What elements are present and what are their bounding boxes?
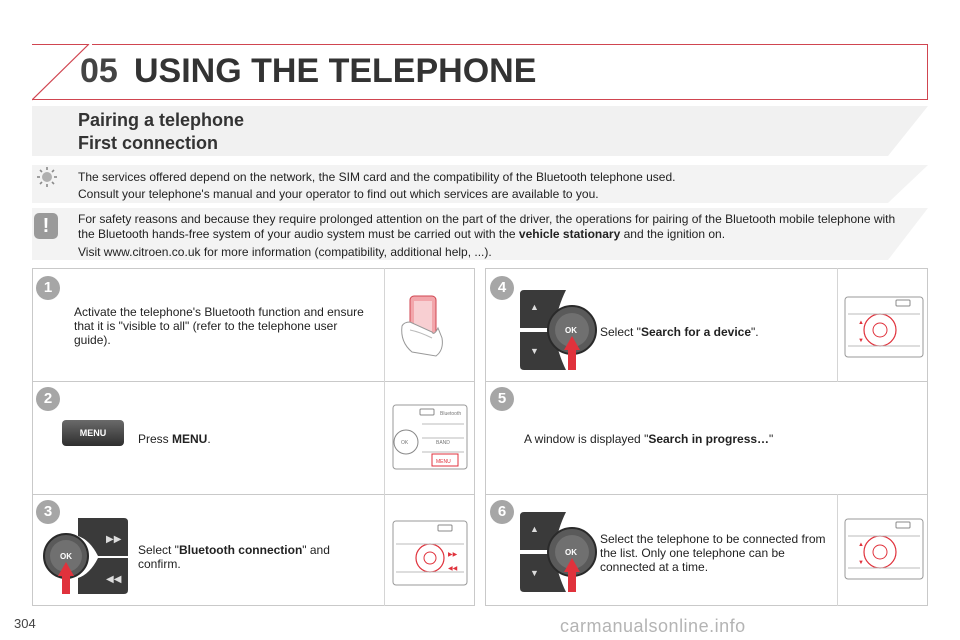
svg-text:▲: ▲ (530, 524, 539, 534)
control-panel-ok-icon (392, 520, 468, 586)
info-line-2: Consult your telephone's manual and your operator to find out which services are available to you. (78, 187, 599, 201)
step-4-badge: 4 (490, 276, 514, 300)
warning-text-bold: vehicle stationary (518, 227, 621, 241)
warning-paragraph-2: Visit www.citroen.co.uk for more information (compatibility, additional help, ...). (78, 245, 492, 259)
exclamation-icon: ! (34, 213, 58, 239)
step-3-text-start: Select " (138, 543, 179, 557)
section-subtitle: First connection (78, 133, 219, 153)
step-4-text-start: Select " (600, 325, 641, 339)
step-3-badge: 3 (36, 500, 60, 524)
warning-text-end: and the ignition on. (620, 227, 726, 241)
control-panel-dial-icon-6 (844, 518, 924, 580)
step-5-text-bold: Search in progress… (648, 432, 770, 446)
step-5-text-end: " (769, 432, 774, 446)
page-number: 304 (14, 616, 36, 631)
watermark: carmanualsonline.info (560, 616, 746, 636)
section-title: Pairing a telephone (78, 110, 245, 130)
svg-text:▲: ▲ (530, 302, 539, 312)
step-6-text: Select the telephone to be connected from the list. Only one telephone can be connected at a time. (600, 532, 826, 574)
panel-menu-label: MENU (436, 459, 451, 465)
svg-text:▼: ▼ (530, 346, 539, 356)
svg-text:▼: ▼ (530, 568, 539, 578)
step-4-divider (837, 268, 838, 382)
svg-text:▶▶: ▶▶ (448, 552, 458, 558)
step-3-text-bold: Bluetooth connection (178, 543, 303, 557)
svg-text:▲: ▲ (858, 542, 864, 548)
left-column-divider (384, 268, 385, 606)
svg-text:◀◀: ◀◀ (106, 574, 122, 585)
svg-text:▼: ▼ (858, 560, 864, 566)
panel-band-label: BAND (436, 440, 450, 446)
step-5-text (524, 432, 773, 446)
step-3-text (138, 543, 358, 571)
step-2-text (138, 432, 211, 446)
dial-ok-label: OK (60, 552, 72, 561)
light-bulb-icon (36, 166, 58, 188)
step-5-text-start: A window is displayed " (524, 432, 649, 446)
warning-paragraph-1 (78, 212, 908, 242)
subheading-corner-icon (888, 106, 928, 156)
dial-ok-label-4: OK (565, 326, 577, 335)
step-4-text (600, 325, 759, 339)
step-4-text-bold: Search for a device (640, 325, 752, 339)
step-2-text-start: Press (138, 432, 173, 446)
svg-text:▲: ▲ (858, 320, 864, 326)
step-6-badge: 6 (490, 500, 514, 524)
dial-ok-label-6: OK (565, 548, 577, 557)
step-2-text-bold: MENU (172, 432, 208, 446)
info-line-1: The services offered depend on the network, the SIM card and the compatibility of the Bluetooth telephone used. (78, 170, 676, 184)
svg-text:▼: ▼ (858, 338, 864, 344)
menu-button-icon: MENU (62, 420, 124, 446)
step-6-divider (837, 494, 838, 606)
step-1-badge: 1 (36, 276, 60, 300)
panel-bluetooth-label: Bluetooth (440, 411, 462, 417)
svg-text:▶▶: ▶▶ (106, 534, 122, 545)
warning-text-start: For safety reasons and because they require prolonged attention on the part of the driver, the operations for pairing of the Bluetooth mobile telephone with the Bluetooth hands-free system of your audio system must be carried out with the (78, 212, 896, 241)
step-2-badge: 2 (36, 387, 60, 411)
chapter-number: 05 (80, 52, 118, 90)
step-5-badge: 5 (490, 387, 514, 411)
step-3-text-end: " and confirm. (138, 543, 330, 571)
step-2-text-end: . (207, 432, 211, 446)
phone-in-hand-icon (396, 292, 454, 360)
control-panel-dial-icon-4 (844, 296, 924, 358)
ok-dial-skip-icon (40, 512, 130, 598)
ok-dial-updown-icon-4 (514, 286, 604, 372)
panel-ok-label: OK (401, 440, 409, 446)
step-1-text: Activate the telephone's Bluetooth function and ensure that it is "visible to all" (refer to the telephone user guide). (74, 305, 364, 347)
ok-dial-updown-icon-6 (514, 508, 604, 594)
control-panel-menu-icon (392, 404, 468, 470)
svg-text:◀◀: ◀◀ (448, 566, 458, 572)
step-4-text-end: ". (751, 325, 759, 339)
chapter-title: USING THE TELEPHONE (134, 52, 537, 90)
